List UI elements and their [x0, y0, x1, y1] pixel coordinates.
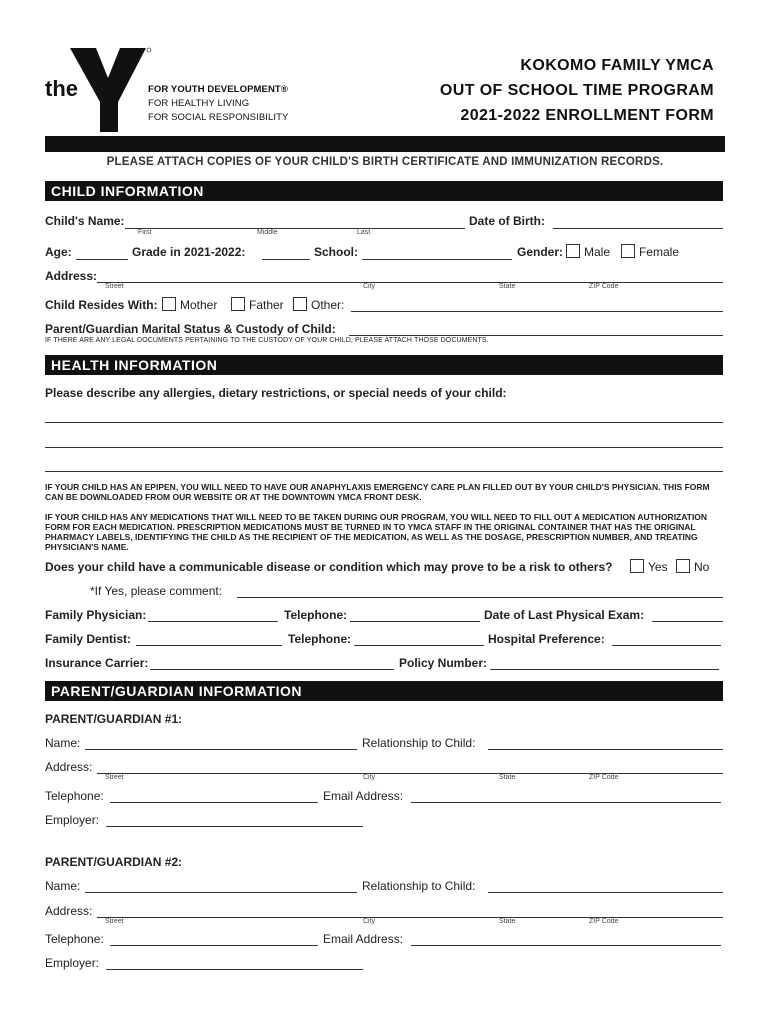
title-divider-bar — [45, 136, 725, 152]
parent2-telephone-field[interactable] — [110, 944, 318, 946]
no-checkbox[interactable] — [676, 559, 690, 573]
dentist-label: Family Dentist: — [45, 632, 132, 646]
yes-label: Yes — [648, 560, 668, 574]
first-sublabel: First — [138, 229, 152, 236]
parent2-email-label: Email Address: — [323, 932, 404, 946]
age-label: Age: — [45, 245, 72, 259]
parent1-employer-field[interactable] — [106, 825, 363, 827]
parent1-email-label: Email Address: — [323, 789, 404, 803]
parent1-employer-label: Employer: — [45, 813, 100, 827]
father-label: Father — [249, 298, 284, 312]
street-sublabel: Street — [105, 283, 124, 290]
logo-tagline-2: FOR HEALTHY LIVING — [148, 98, 250, 109]
parent2-street-sublabel: Street — [105, 918, 124, 925]
legal-documents-note: IF THERE ARE ANY LEGAL DOCUMENTS PERTAINING TO THE CUSTODY OF YOUR CHILD, PLEASE ATTACH THOSE DOCUMENTS. — [45, 337, 489, 344]
parent2-address-field[interactable] — [97, 916, 723, 918]
parent1-name-label: Name: — [45, 736, 81, 750]
child-address-field[interactable] — [97, 281, 723, 283]
allergies-line-2[interactable] — [45, 446, 723, 448]
state-sublabel: State — [499, 283, 516, 290]
epipen-note: IF YOUR CHILD HAS AN EPIPEN, YOU WILL NEED TO HAVE OUR ANAPHYLAXIS EMERGENCY CARE PLAN FILLED OUT BY YOUR CHILD'S PHYSICIAN. THIS FORM CAN BE DOWNLOADED FROM OUR WEBSITE OR AT THE DOWNTOWN YMCA FRONT DESK. — [45, 482, 710, 502]
logo-tagline-3: FOR SOCIAL RESPONSIBILITY — [148, 112, 289, 123]
parent2-title: PARENT/GUARDIAN #2: — [45, 855, 183, 869]
male-label: Male — [584, 245, 611, 259]
age-field[interactable] — [76, 258, 128, 260]
parent2-employer-label: Employer: — [45, 956, 100, 970]
parent1-state-sublabel: State — [499, 774, 516, 781]
parent1-relationship-field[interactable] — [488, 748, 723, 750]
hospital-field[interactable] — [612, 644, 721, 646]
dob-label: Date of Birth: — [469, 214, 545, 228]
child-info-header: CHILD INFORMATION — [45, 181, 723, 201]
parent1-address-label: Address: — [45, 760, 93, 774]
parent2-zip-sublabel: ZIP Code — [589, 918, 619, 925]
parent1-email-field[interactable] — [411, 801, 721, 803]
hospital-label: Hospital Preference: — [488, 632, 605, 646]
last-exam-field[interactable] — [652, 620, 723, 622]
mother-label: Mother — [180, 298, 218, 312]
child-name-field[interactable] — [125, 227, 465, 229]
title-line-3: 2021-2022 ENROLLMENT FORM — [460, 107, 714, 124]
parent2-relationship-field[interactable] — [488, 891, 723, 893]
no-label: No — [694, 560, 710, 574]
gender-label: Gender: — [517, 245, 564, 259]
physician-telephone-label: Telephone: — [284, 608, 348, 622]
parent1-telephone-label: Telephone: — [45, 789, 104, 803]
title-line-1: KOKOMO FAMILY YMCA — [520, 57, 714, 74]
grade-field[interactable] — [262, 258, 310, 260]
father-checkbox[interactable] — [231, 297, 245, 311]
other-label: Other: — [311, 298, 345, 312]
other-checkbox[interactable] — [293, 297, 307, 311]
marital-status-label: Parent/Guardian Marital Status & Custody of Child: — [45, 322, 336, 336]
allergies-label: Please describe any allergies, dietary restrictions, or special needs of your child: — [45, 386, 507, 400]
mother-checkbox[interactable] — [162, 297, 176, 311]
resides-label: Child Resides With: — [45, 298, 158, 312]
parent1-telephone-field[interactable] — [110, 801, 318, 803]
disease-yes-option[interactable] — [630, 559, 668, 574]
physician-label: Family Physician: — [45, 608, 147, 622]
parent2-telephone-label: Telephone: — [45, 932, 104, 946]
dentist-telephone-field[interactable] — [354, 644, 484, 646]
child-name-label: Child's Name: — [45, 214, 125, 228]
parent1-zip-sublabel: ZIP Code — [589, 774, 619, 781]
parent2-name-label: Name: — [45, 879, 81, 893]
policy-field[interactable] — [490, 668, 719, 670]
physician-telephone-field[interactable] — [350, 620, 480, 622]
medication-note: IF YOUR CHILD HAS ANY MEDICATIONS THAT WILL NEED TO BE TAKEN DURING OUR PROGRAM, YOU WILL NEED TO FILL OUT A MEDICATION AUTHORIZATION FORM FOR EACH MEDICATION. PRESCRIPTION MEDICATIONS MUST BE TURNED IN TO YMCA STAFF IN THE ORIGINAL CONTAINER THAT HAS THE ORIGINAL PHARMACY LABELS, IDENTIFYING THE CHILD AS THE RECIPIENT OF THE MEDICATION, AS WELL AS THE DOSAGE, PRESCRIPTION NUMBER, AND TREATING PHYSICIAN'S NAME. — [45, 512, 708, 552]
child-address-label: Address: — [45, 269, 98, 283]
grade-label: Grade in 2021-2022: — [132, 245, 246, 259]
last-exam-label: Date of Last Physical Exam: — [484, 608, 645, 622]
parent2-employer-field[interactable] — [106, 968, 363, 970]
communicable-disease-label: Does your child have a communicable disease or condition which may prove to be a risk to others? — [45, 560, 613, 574]
female-checkbox[interactable] — [621, 244, 635, 258]
marital-status-field[interactable] — [349, 334, 723, 336]
comment-label: *If Yes, please comment: — [90, 584, 223, 598]
allergies-line-1[interactable] — [45, 421, 723, 423]
comment-field[interactable] — [237, 596, 723, 598]
parent2-relationship-label: Relationship to Child: — [362, 879, 476, 893]
parent1-name-field[interactable] — [85, 748, 357, 750]
physician-field[interactable] — [148, 620, 278, 622]
allergies-line-3[interactable] — [45, 470, 723, 472]
parent2-name-field[interactable] — [85, 891, 357, 893]
resides-other-option[interactable] — [293, 297, 344, 312]
school-field[interactable] — [362, 258, 512, 260]
parent2-email-field[interactable] — [411, 944, 721, 946]
insurance-label: Insurance Carrier: — [45, 656, 149, 670]
zip-sublabel: ZIP Code — [589, 283, 619, 290]
dentist-telephone-label: Telephone: — [288, 632, 352, 646]
dob-field[interactable] — [553, 227, 723, 229]
logo-the-text: the — [45, 76, 78, 101]
parent1-street-sublabel: Street — [105, 774, 124, 781]
gender-male-option[interactable] — [566, 244, 610, 259]
health-info-header: HEALTH INFORMATION — [45, 355, 723, 375]
parent1-address-field[interactable] — [97, 772, 723, 774]
female-label: Female — [639, 245, 680, 259]
parent2-city-sublabel: City — [363, 918, 376, 925]
last-sublabel: Last — [357, 229, 371, 236]
parent1-city-sublabel: City — [363, 774, 376, 781]
city-sublabel: City — [363, 283, 376, 290]
parent1-title: PARENT/GUARDIAN #1: — [45, 712, 183, 726]
school-label: School: — [314, 245, 358, 259]
yes-checkbox[interactable] — [630, 559, 644, 573]
logo-tagline-1: FOR YOUTH DEVELOPMENT® — [148, 84, 288, 95]
insurance-field[interactable] — [150, 668, 394, 670]
title-line-2: OUT OF SCHOOL TIME PROGRAM — [439, 82, 714, 99]
gender-female-option[interactable] — [621, 244, 679, 259]
disease-no-option[interactable] — [676, 559, 709, 574]
resides-other-field[interactable] — [351, 310, 723, 312]
attach-notice: PLEASE ATTACH COPIES OF YOUR CHILD'S BIRTH CERTIFICATE AND IMMUNIZATION RECORDS. — [106, 156, 664, 168]
ymca-logo-icon — [62, 44, 152, 134]
parent-info-header: PARENT/GUARDIAN INFORMATION — [45, 681, 723, 701]
male-checkbox[interactable] — [566, 244, 580, 258]
resides-father-option[interactable] — [231, 297, 284, 312]
policy-label: Policy Number: — [399, 656, 488, 670]
resides-mother-option[interactable] — [162, 297, 217, 312]
dentist-field[interactable] — [136, 644, 282, 646]
parent2-address-label: Address: — [45, 904, 93, 918]
parent1-relationship-label: Relationship to Child: — [362, 736, 476, 750]
parent2-state-sublabel: State — [499, 918, 516, 925]
middle-sublabel: Middle — [257, 229, 278, 236]
